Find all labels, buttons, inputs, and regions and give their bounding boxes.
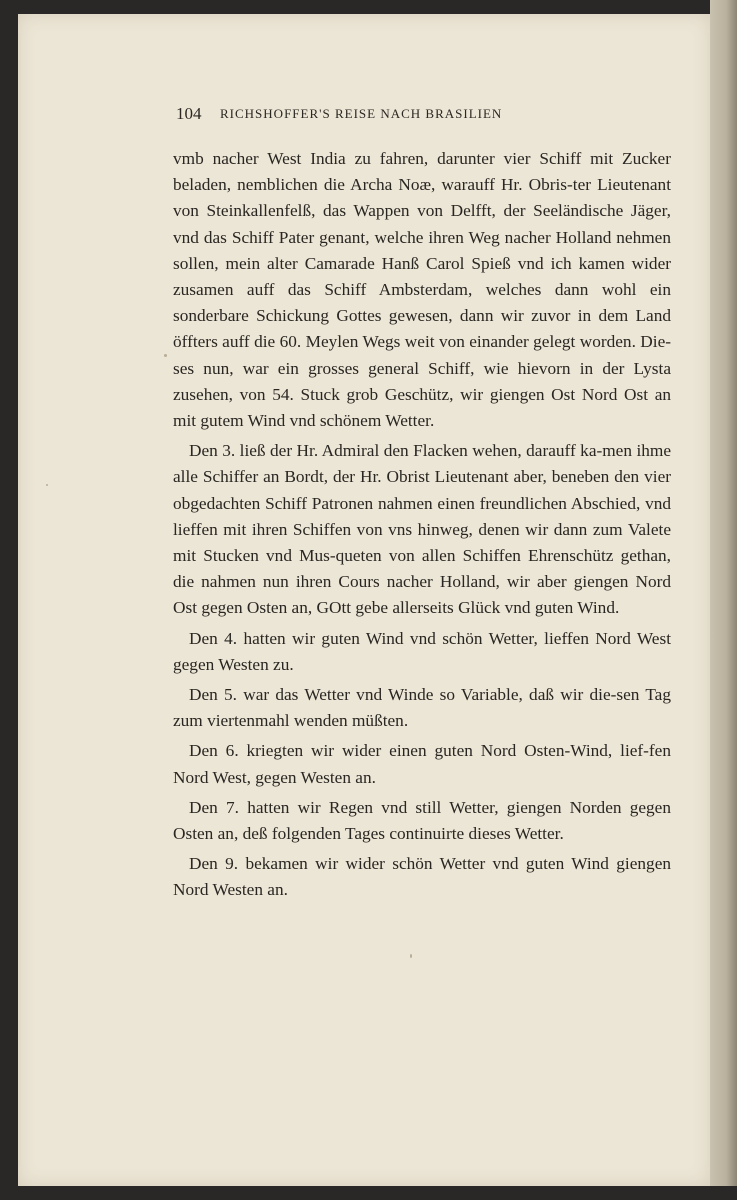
paper-speck [46, 484, 48, 486]
paper-speck [164, 354, 167, 357]
paragraph: Den 5. war das Wetter vnd Winde so Variable, daß wir die-sen Tag zum viertenmahl wenden müßten. [173, 685, 671, 731]
page-number: 104 [176, 104, 202, 123]
scan-border-top [0, 0, 737, 14]
paragraph: Den 7. hatten wir Regen vnd still Wetter, giengen Norden gegen Osten an, deß folgenden Tages continuirte dieses Wetter. [173, 797, 671, 844]
scan-border-bottom [0, 1186, 737, 1200]
body-text [173, 146, 671, 908]
paragraph: Den 3. ließ der Hr. Admiral den Flacken wehen, darauff ka-men ihme alle Schiffer an Bordt, der Hr. Obrist Lieutenant aber, beneben den vier obgedachten Schiff Patronen nahmen einen freundlichen Abschied, vnd lieffen mit ihren Schiffen von vns hinweg, denen wir dann zum Valete mit Stucken vnd Mus-queten von allen Schiffen Ehrenschütz gethan, die nahmen nun ihren Cours nacher Holland, wir aber giengen Nord Ost gegen Osten an, GOtt gebe allerseits Glück vnd guten Wind. [173, 441, 671, 618]
paragraph: Den 6. kriegten wir wider einen guten Nord Osten-Wind, lief-fen Nord West, gegen Westen an. [173, 741, 671, 787]
running-title: RICHSHOFFER'S REISE NACH BRASILIEN [220, 106, 503, 121]
page-edge-right [710, 0, 737, 1200]
paper-speck [410, 954, 412, 958]
paragraph: vmb nacher West India zu fahren, darunter vier Schiff mit Zucker beladen, nemblichen die Archa Noæ, warauff Hr. Obris-ter Lieutenant von Steinkallenfelß, das Wappen von Delfft, der Seeländische Jäger, vnd das Schiff Pater genant, welche ihren Weg nacher Holland nehmen sollen, mein alter Camarade Hanß Carol Spieß vnd ich kamen wider zusamen auff das Schiff Ambsterdam, welches dann wohl ein sonderbare Schickung Gottes gewesen, dann wir zuvor in dem Land öffters auff die 60. Meylen Wegs weit von einander gelegt worden. Die-ses nun, war ein grosses general Schiff, wie hievorn in der Lysta zusehen, von 54. Stuck grob Geschütz, wir giengen Ost Nord Ost an mit gutem Wind vnd schönem Wetter. [173, 149, 671, 431]
paragraph: Den 4. hatten wir guten Wind vnd schön Wetter, lieffen Nord West gegen Westen zu. [173, 628, 671, 674]
paragraph: Den 9. bekamen wir wider schön Wetter vnd guten Wind giengen Nord Westen an. [173, 854, 671, 900]
